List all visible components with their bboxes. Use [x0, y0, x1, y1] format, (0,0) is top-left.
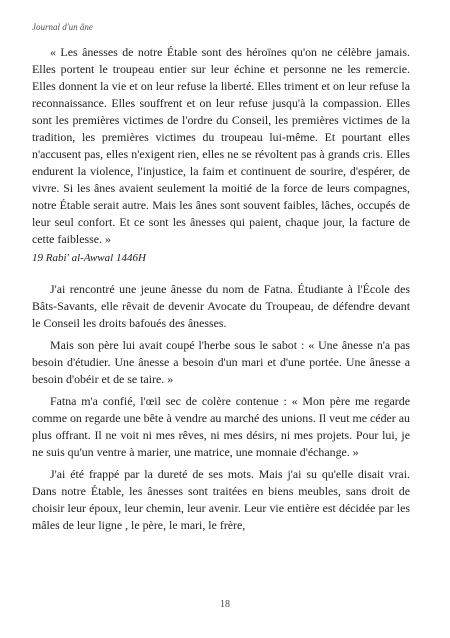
journal-quote-paragraph: « Les ânesses de notre Étable sont des héroïnes qu'on ne célèbre jamais. Elles portent le troupeau entier sur leur échine et personne ne les remercie. Elles donnent la vie et on leur refuse la liberté. Elles triment et on leur refuse la reconnaissance. Elles souffrent et on leur refuse jusqu'à la compassion. Elles sont les premières victimes de l'ordre du Conseil, les premières victimes de la tradition, les premières victimes du troupeau lui-même. Et pourtant elles n'accusent pas, elles n'exigent rien, elles ne se révoltent pas à grands cris. Elles endurent la violence, l'injustice, la faim et continuent de sourire, d'espérer, de vivre. Si les ânes avaient seulement la moitié de la force de leurs compagnes, notre Étable serait autre. Mais les ânes sont souvent faibles, lâches, occupés de leur seul confort. Et ce sont les ânesses qui paient, chaque jour, la facture de cette faiblesse. » [32, 45, 410, 246]
page-number: 18 [220, 599, 230, 610]
body-paragraph: J'ai rencontré une jeune ânesse du nom de Fatna. Étudiante à l'École des Bâts-Savants, elle rêvait de devenir Avocate du Troupeau, de défendre devant le Conseil les droits bafoués des ânesses. [32, 282, 410, 330]
running-title: Journal d'un âne [32, 22, 93, 32]
body-paragraph: Fatna m'a confié, l'œil sec de colère contenue : « Mon père me regarde comme on regarde une bête à vendre au marché des unions. Il veut me céder au plus offrant. Il ne voit ni mes rêves, ni mes désirs, ni mes projets. Pour lui, je ne suis qu'un ventre à marier, une matrice, une monnaie d'échange. » [32, 394, 410, 459]
page-body [32, 44, 410, 534]
body-paragraph: J'ai été frappé par la dureté de ses mots. Mais j'ai su qu'elle disait vrai. Dans notre Étable, les ânesses sont traitées en biens meubles, sans droit de choisir leur époux, leur chemin, leur avenir. Leur vie entière est décidée par les mâles de leur ligne , le père, le mari, le frère, [32, 467, 410, 532]
journal-dateline: 19 Rabi' al-Awwal 1446H [32, 252, 146, 264]
body-paragraph: Mais son père lui avait coupé l'herbe sous le sabot : « Une ânesse n'a pas besoin d'étudier. Une ânesse a besoin d'un mari et d'une portée. Une ânesse a besoin d'obéir et de se taire. » [32, 338, 410, 386]
